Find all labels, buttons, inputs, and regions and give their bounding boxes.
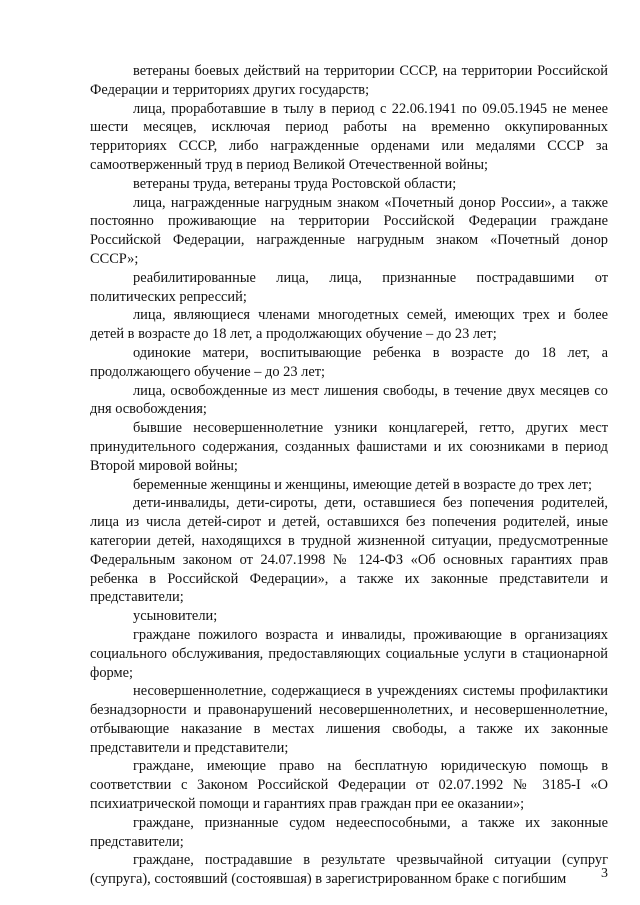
paragraph-psychiatric-aid: граждане, имеющие право на бесплатную юридическую помощь в соответствии с Законом Российской Федерации от 02.07.1992 № 3185-I «О психиатрической помощи и гарантиях прав граждан при ее оказании»; — [90, 758, 608, 813]
paragraph-adoptive-parents: усыновители; — [133, 608, 218, 625]
paragraph-elderly-disabled: граждане пожилого возраста и инвалиды, проживающие в организациях социального обслуживания, предоставляющих социальные услуги в стационарной форме; — [90, 626, 608, 681]
paragraph-released-prisoners: лица, освобожденные из мест лишения свободы, в течение двух месяцев со дня освобождения; — [90, 382, 608, 418]
page-number: 3 — [601, 866, 608, 881]
paragraph-pregnant-women: беременные женщины и женщины, имеющие детей в возрасте до трех лет; — [133, 476, 592, 493]
paragraph-rehabilitated-persons: реабилитированные лица, лица, признанные пострадавшими от политических репрессий; — [90, 269, 608, 305]
paragraph-emergency-victims: граждане, пострадавшие в результате чрезвычайной ситуации (супруг (супруга), состоявший (состоявшая) в зарегистрированном браке с погибшим — [90, 852, 608, 888]
paragraph-former-camp-prisoners: бывшие несовершеннолетние узники концлагерей, гетто, других мест принудительного содержания, созданных фашистами и их союзниками в период Второй мировой войны; — [90, 420, 608, 474]
paragraph-disabled-children-orphans: дети-инвалиды, дети-сироты, дети, оставшиеся без попечения родителей, лица из числа детей-сирот и детей, оставшихся без попечения родителей, иные категории детей, находящихся в трудной жизненной ситуации, предусмотренные Федеральным законом от 24.07.1998 № 124-ФЗ «Об основных гарантиях прав ребенка в Российской Федерации», а также их законные представители и представители; — [90, 495, 608, 606]
paragraph-labor-veterans: ветераны труда, ветераны труда Ростовской области; — [133, 175, 457, 192]
document-body — [90, 62, 608, 889]
paragraph-home-front-workers: лица, проработавшие в тылу в период с 22.06.1941 по 09.05.1945 не менее шести месяцев, исключая период работы на временно оккупированных территориях СССР, либо награжденные орденами или медалями СССР за самоотверженный труд в период Великой Отечественной войны; — [90, 100, 608, 173]
paragraph-large-families: лица, являющиеся членами многодетных семей, имеющих трех и более детей в возрасте до 18 лет, а продолжающих обучение – до 23 лет; — [90, 307, 608, 343]
paragraph-combat-veterans: ветераны боевых действий на территории СССР, на территории Российской Федерации и территориях других государств; — [90, 63, 608, 98]
paragraph-honorary-donors: лица, награжденные нагрудным знаком «Почетный донор России», а также постоянно проживающие на территории Российской Федерации граждане Российской Федерации, награжденные нагрудным знаком «Почетный донор СССР»; — [90, 194, 608, 267]
paragraph-minors-in-institutions: несовершеннолетние, содержащиеся в учреждениях системы профилактики безнадзорности и правонарушений несовершеннолетних, и несовершеннолетние, отбывающие наказание в местах лишения свободы, а также их законные представители и представители; — [90, 683, 608, 756]
paragraph-single-mothers: одинокие матери, воспитывающие ребенка в возрасте до 18 лет, а продолжающего обучение – до 23 лет; — [90, 344, 608, 380]
paragraph-incapacitated-citizens: граждане, признанные судом недееспособными, а также их законные представители; — [90, 814, 608, 850]
